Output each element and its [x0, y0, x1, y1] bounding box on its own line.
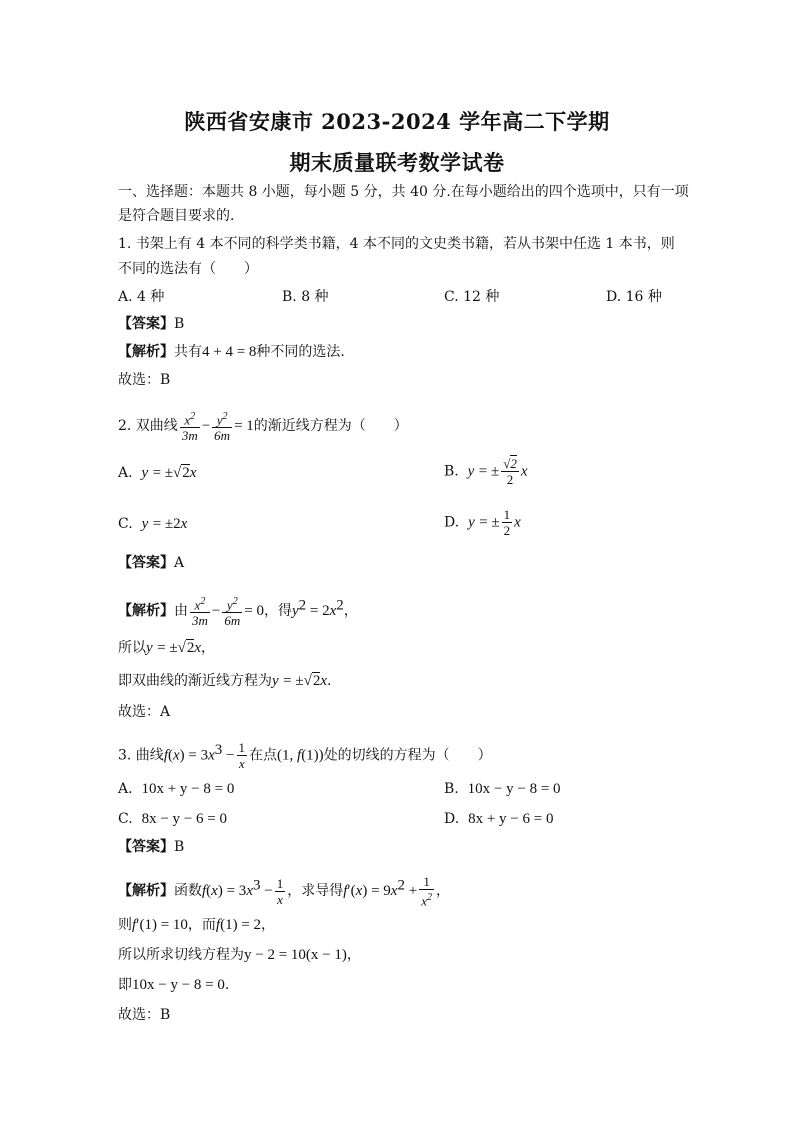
option-value: 8x + y − 6 = 0	[468, 811, 554, 827]
answer-value: A	[174, 555, 185, 571]
analysis-tag: 【解析】	[118, 603, 174, 620]
q1-analysis	[118, 342, 345, 362]
analysis-suffix: 种不同的选法.	[256, 344, 345, 360]
option-label: A.	[118, 465, 133, 481]
q2-conclusion: 故选：A	[118, 704, 171, 720]
analysis-prefix: 共有	[174, 344, 202, 360]
answer-value: B	[174, 839, 185, 855]
fraction: $\frac{1}{x}$	[238, 740, 246, 772]
so-prefix: 所以所求切线方程为	[118, 947, 244, 963]
q2-option-b: B. y = ± $\frac{√2}{2}$ x	[444, 456, 528, 487]
q2-answer	[118, 553, 184, 573]
q3-so	[118, 945, 361, 965]
q2-thus: 即双曲线的渐近线方程为y = ±√2x.	[118, 673, 332, 689]
then-end: ，	[261, 917, 276, 933]
q2-stem-suffix: 的渐近线方程为（ ）	[253, 418, 408, 435]
q1-conclusion: 故选：B	[118, 372, 171, 388]
analysis-math: 4 + 4 = 8	[202, 344, 257, 360]
option-value: 10x + y − 8 = 0	[141, 781, 235, 797]
so-prefix: 所以	[118, 640, 146, 656]
q3-analysis: 【解析】函数$f(x) = 3x^3$ − $\frac{1}{x}$ ，求导得$f'(x) = 9x^2$ + $\frac{1}{x^2}$ ，	[118, 874, 450, 909]
fraction: $\frac{√2}{2}$	[503, 456, 517, 487]
q1-stem-line1: 1. 书架上有 4 本不同的科学类书籍，4 本不同的文史类书籍，若从书架中任选 1 本书，则	[118, 236, 675, 252]
q2-analysis: 【解析】由 $\frac{x^2}{3m}$ − $\frac{y^2}{6m}$ = 0，得$y^2 = 2x^2$，	[118, 596, 358, 629]
q1-answer	[118, 314, 184, 334]
thus-math: 10x − y − 8 = 0	[132, 977, 225, 993]
analysis-mid: ，得	[263, 603, 292, 620]
analysis-prefix: 由	[174, 603, 188, 620]
fraction: $\frac{x^2}{3m}$	[181, 411, 198, 444]
q3-then: 则f′(1) = 10，而f(1) = 2，	[118, 917, 276, 933]
fraction: $\frac{1}{x}$	[276, 875, 284, 907]
q3-stem: 3. 曲线$f(x) = 3x^3$ − $\frac{1}{x}$ 在点(1, f(1))处的切线的方程为（ ）	[118, 740, 492, 772]
q1-option-a: A. 4 种	[118, 289, 165, 305]
q2-number: 2. 双曲线	[118, 418, 178, 435]
analysis-end: ，	[435, 883, 450, 900]
q1-option-b: B. 8 种	[282, 289, 329, 305]
option-label: D.	[444, 514, 460, 531]
q3-stem-mid: 在点	[249, 747, 278, 764]
analysis-tag: 【解析】	[118, 883, 174, 900]
so-end: ，	[346, 947, 361, 963]
option-label: D.	[444, 811, 460, 827]
q3-stem-suffix: 处的切线的方程为（ ）	[323, 747, 492, 764]
option-label: B.	[444, 463, 459, 480]
q2-stem: 2. 双曲线 $\frac{x^2}{3m}$ − $\frac{y^2}{6m}$ = 1的渐近线方程为（ ）	[118, 411, 408, 444]
q1-option-d: D. 16 种	[606, 289, 662, 305]
analysis-end: ，	[343, 603, 358, 620]
thus-end: .	[326, 673, 332, 689]
page-subtitle: 期末质量联考数学试卷	[289, 150, 505, 175]
fraction: $\frac{x^2}{3m}$	[192, 596, 208, 629]
option-label: C.	[118, 516, 133, 532]
fraction: $\frac{y^2}{6m}$	[214, 411, 231, 444]
option-value: 10x − y − 8 = 0	[467, 781, 561, 797]
q2-so: 所以y = ±√2x，	[118, 640, 215, 656]
fraction: $\frac{1}{2}$	[503, 507, 511, 538]
fraction: $\frac{y^2}{6m}$	[224, 596, 241, 629]
answer-tag: 【答案】	[118, 316, 174, 332]
section-heading-line2: 是符合题目要求的.	[118, 208, 235, 224]
q3-number: 3. 曲线	[118, 747, 164, 764]
so-end: ，	[200, 640, 215, 656]
q1-stem-line2: 不同的选法有（ ）	[118, 261, 258, 277]
option-value: 8x − y − 6 = 0	[141, 811, 227, 827]
page-title: 陕西省安康市 2023-2024 学年高二下学期	[184, 109, 610, 134]
q3-option-b	[444, 779, 561, 799]
so-math: y − 2 = 10(x − 1)	[244, 947, 347, 963]
analysis-prefix: 函数	[174, 883, 202, 900]
section-heading-line1: 一、选择题：本题共 8 小题，每小题 5 分，共 40 分.在每小题给出的四个选项中，只有一项	[118, 184, 689, 200]
q3-thus	[118, 975, 229, 995]
analysis-mid: ，求导得	[287, 883, 344, 900]
option-label: B.	[444, 781, 459, 797]
then-mid: ，而	[187, 917, 216, 933]
q2-option-c: C. y = ±2x	[118, 516, 188, 532]
thus-prefix: 即双曲线的渐近线方程为	[118, 673, 272, 689]
option-label: C.	[118, 811, 133, 827]
thus-end: .	[224, 977, 230, 993]
fraction: $\frac{1}{x^2}$	[421, 874, 432, 909]
q3-conclusion: 故选：B	[118, 1007, 171, 1023]
q1-option-c: C. 12 种	[444, 289, 500, 305]
answer-value: B	[174, 316, 185, 332]
thus-prefix: 即	[118, 977, 132, 993]
q3-option-a	[118, 779, 234, 799]
then-prefix: 则	[118, 917, 132, 933]
q3-answer	[118, 837, 184, 857]
option-label: A.	[118, 781, 133, 797]
q3-option-c	[118, 809, 227, 829]
analysis-tag: 【解析】	[118, 344, 174, 360]
q3-option-d	[444, 809, 553, 829]
answer-tag: 【答案】	[118, 555, 174, 571]
answer-tag: 【答案】	[118, 839, 174, 855]
q2-option-a: A. y = ±√2x	[118, 465, 197, 481]
q2-option-d: D. y = ± $\frac{1}{2}$ x	[444, 507, 521, 538]
